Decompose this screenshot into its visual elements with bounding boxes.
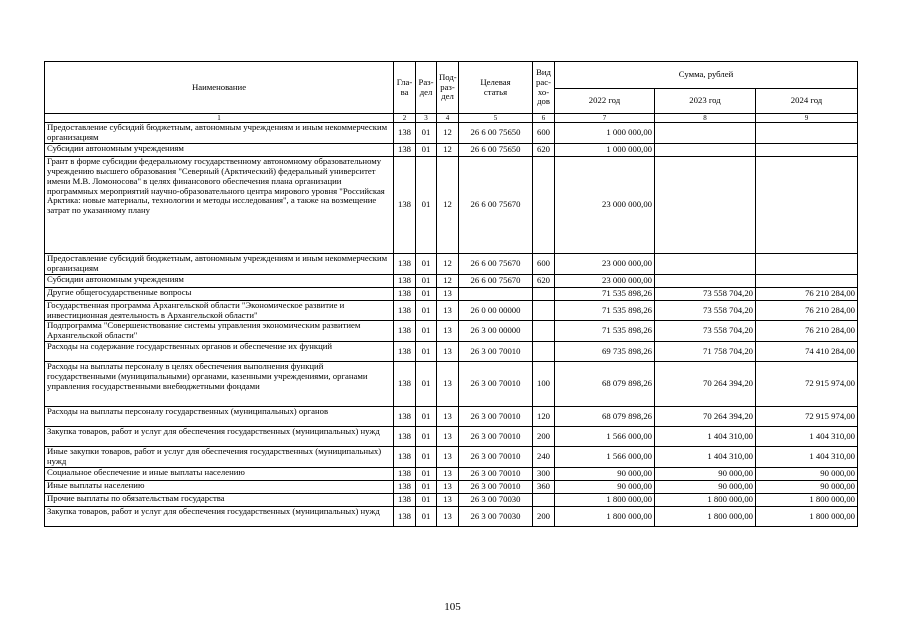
cell-sum-2023: 73 558 704,20 [655, 300, 756, 321]
table-header [45, 62, 858, 123]
cell-vid: 200 [533, 427, 555, 447]
row-name: Субсидии автономным учреждениям [45, 143, 394, 156]
row-name: Закупка товаров, работ и услуг для обеспечения государственных (муниципальных) нужд [45, 427, 394, 447]
cell-sum-2024 [756, 123, 858, 144]
table-row [45, 447, 858, 468]
cell-podrazdel: 13 [437, 300, 459, 321]
table-row [45, 342, 858, 362]
cell-glava: 138 [394, 481, 416, 494]
cell-sum-2024: 90 000,00 [756, 468, 858, 481]
cell-target: 26 3 00 70030 [459, 507, 533, 527]
cell-glava: 138 [394, 342, 416, 362]
cell-podrazdel: 12 [437, 156, 459, 253]
table-row [45, 156, 858, 253]
cell-sum-2024: 1 404 310,00 [756, 427, 858, 447]
cell-sum-2022: 68 079 898,26 [555, 362, 655, 407]
cell-sum-2023: 1 800 000,00 [655, 507, 756, 527]
cell-sum-2023: 90 000,00 [655, 468, 756, 481]
cell-sum-2024: 72 915 974,00 [756, 407, 858, 427]
cell-vid: 200 [533, 507, 555, 527]
row-name: Субсидии автономным учреждениям [45, 274, 394, 287]
cell-podrazdel: 13 [437, 427, 459, 447]
cell-target: 26 6 00 75650 [459, 143, 533, 156]
cell-glava: 138 [394, 143, 416, 156]
cell-target: 26 3 00 00000 [459, 321, 533, 342]
cell-podrazdel: 13 [437, 321, 459, 342]
cell-razdel: 01 [416, 407, 437, 427]
cell-sum-2022: 1 566 000,00 [555, 427, 655, 447]
row-name: Социальное обеспечение и иные выплаты населению [45, 468, 394, 481]
cell-razdel: 01 [416, 123, 437, 144]
cell-podrazdel: 13 [437, 407, 459, 427]
cell-sum-2023 [655, 274, 756, 287]
cell-sum-2023: 1 404 310,00 [655, 447, 756, 468]
cell-glava: 138 [394, 407, 416, 427]
cell-razdel: 01 [416, 321, 437, 342]
cell-vid: 360 [533, 481, 555, 494]
column-number: 3 [416, 114, 437, 123]
cell-podrazdel: 13 [437, 494, 459, 507]
cell-podrazdel: 13 [437, 287, 459, 300]
column-number: 1 [45, 114, 394, 123]
row-name: Государственная программа Архангельской области "Экономическое развитие и инвестиционная деятельность в Архангельской области" [45, 300, 394, 321]
table-row [45, 300, 858, 321]
row-name: Расходы на выплаты персоналу в целях обеспечения выполнения функций государственными (муниципальными) органами, казенными учреждениями, органами управления государственными внебюджетными фондами [45, 362, 394, 407]
cell-razdel: 01 [416, 468, 437, 481]
table-body [45, 123, 858, 527]
cell-podrazdel: 13 [437, 507, 459, 527]
cell-sum-2022: 1 000 000,00 [555, 123, 655, 144]
header-year-2022: 2022 год [555, 89, 655, 114]
cell-sum-2023: 73 558 704,20 [655, 287, 756, 300]
cell-razdel: 01 [416, 253, 437, 274]
cell-vid [533, 287, 555, 300]
header-vid: Вид рас- хо- дов [533, 62, 555, 114]
row-name: Прочие выплаты по обязательствам государства [45, 494, 394, 507]
table-row [45, 494, 858, 507]
cell-vid: 120 [533, 407, 555, 427]
cell-podrazdel: 13 [437, 481, 459, 494]
cell-vid [533, 494, 555, 507]
column-number: 2 [394, 114, 416, 123]
header-glava: Гла- ва [394, 62, 416, 114]
cell-sum-2023 [655, 156, 756, 253]
cell-razdel: 01 [416, 447, 437, 468]
cell-glava: 138 [394, 468, 416, 481]
cell-sum-2024: 76 210 284,00 [756, 287, 858, 300]
cell-glava: 138 [394, 321, 416, 342]
cell-sum-2023 [655, 143, 756, 156]
cell-vid [533, 342, 555, 362]
cell-target: 26 3 00 70010 [459, 468, 533, 481]
cell-podrazdel: 13 [437, 342, 459, 362]
cell-glava: 138 [394, 494, 416, 507]
cell-vid: 620 [533, 274, 555, 287]
cell-podrazdel: 12 [437, 253, 459, 274]
cell-sum-2024 [756, 274, 858, 287]
header-year-2023: 2023 год [655, 89, 756, 114]
cell-target: 26 3 00 70010 [459, 407, 533, 427]
table-row [45, 287, 858, 300]
cell-sum-2022: 69 735 898,26 [555, 342, 655, 362]
cell-sum-2023: 71 758 704,20 [655, 342, 756, 362]
cell-vid: 240 [533, 447, 555, 468]
cell-vid [533, 300, 555, 321]
cell-glava: 138 [394, 427, 416, 447]
table-row [45, 507, 858, 527]
cell-sum-2023: 70 264 394,20 [655, 407, 756, 427]
cell-sum-2022: 90 000,00 [555, 468, 655, 481]
cell-glava: 138 [394, 300, 416, 321]
cell-glava: 138 [394, 253, 416, 274]
cell-sum-2024: 90 000,00 [756, 481, 858, 494]
column-number-row [45, 114, 858, 123]
cell-sum-2024: 1 800 000,00 [756, 507, 858, 527]
cell-sum-2023 [655, 253, 756, 274]
cell-sum-2023: 1 800 000,00 [655, 494, 756, 507]
row-name: Подпрограмма "Совершенствование системы управления экономическим развитием Архангельской области" [45, 321, 394, 342]
cell-razdel: 01 [416, 494, 437, 507]
cell-sum-2022: 1 800 000,00 [555, 507, 655, 527]
cell-vid: 300 [533, 468, 555, 481]
cell-target: 26 6 00 75670 [459, 156, 533, 253]
cell-target: 26 3 00 70010 [459, 342, 533, 362]
cell-target: 26 6 00 75650 [459, 123, 533, 144]
budget-table [44, 61, 858, 527]
cell-sum-2024 [756, 253, 858, 274]
cell-podrazdel: 12 [437, 123, 459, 144]
cell-sum-2023: 73 558 704,20 [655, 321, 756, 342]
cell-sum-2024: 72 915 974,00 [756, 362, 858, 407]
row-name: Грант в форме субсидии федеральному государственному автономному образовательному учреждению высшего образования "Северный (Арктический) федеральный университет имени М.В. Ломоносова" в целях финансового обеспечения плана организации программных мероприятий научно-образовательного центра мирового уровня "Российская Арктика: новые материалы, технологии и методы исследования", а также на возмещение затрат по указанному плану [45, 156, 394, 253]
cell-glava: 138 [394, 507, 416, 527]
cell-sum-2024: 74 410 284,00 [756, 342, 858, 362]
table-row [45, 427, 858, 447]
cell-sum-2024: 76 210 284,00 [756, 321, 858, 342]
cell-sum-2022: 90 000,00 [555, 481, 655, 494]
table-row [45, 468, 858, 481]
cell-vid: 620 [533, 143, 555, 156]
cell-razdel: 01 [416, 427, 437, 447]
cell-podrazdel: 12 [437, 143, 459, 156]
column-number: 9 [756, 114, 858, 123]
row-name: Расходы на содержание государственных органов и обеспечение их функций [45, 342, 394, 362]
cell-target: 26 3 00 70010 [459, 481, 533, 494]
cell-razdel: 01 [416, 362, 437, 407]
header-razdel: Раз- дел [416, 62, 437, 114]
cell-vid [533, 156, 555, 253]
cell-razdel: 01 [416, 481, 437, 494]
cell-target: 26 3 00 70010 [459, 362, 533, 407]
cell-target: 26 3 00 70030 [459, 494, 533, 507]
cell-vid: 600 [533, 123, 555, 144]
row-name: Иные выплаты населению [45, 481, 394, 494]
cell-sum-2023: 1 404 310,00 [655, 427, 756, 447]
cell-vid [533, 321, 555, 342]
cell-podrazdel: 13 [437, 447, 459, 468]
row-name: Предоставление субсидий бюджетным, автономным учреждениям и иным некоммерческим организациям [45, 253, 394, 274]
header-sum: Сумма, рублей [555, 62, 858, 89]
row-name: Иные закупки товаров, работ и услуг для обеспечения государственных (муниципальных) нужд [45, 447, 394, 468]
cell-podrazdel: 13 [437, 362, 459, 407]
cell-glava: 138 [394, 447, 416, 468]
row-name: Расходы на выплаты персоналу государственных (муниципальных) органов [45, 407, 394, 427]
column-number: 6 [533, 114, 555, 123]
header-name: Наименование [45, 62, 394, 114]
header-year-2024: 2024 год [756, 89, 858, 114]
cell-razdel: 01 [416, 287, 437, 300]
cell-glava: 138 [394, 274, 416, 287]
table-row [45, 143, 858, 156]
cell-sum-2022: 71 535 898,26 [555, 300, 655, 321]
cell-podrazdel: 13 [437, 468, 459, 481]
cell-sum-2022: 23 000 000,00 [555, 274, 655, 287]
cell-vid: 600 [533, 253, 555, 274]
cell-razdel: 01 [416, 342, 437, 362]
column-number: 4 [437, 114, 459, 123]
column-number: 5 [459, 114, 533, 123]
cell-sum-2022: 1 566 000,00 [555, 447, 655, 468]
cell-vid: 100 [533, 362, 555, 407]
row-name: Закупка товаров, работ и услуг для обеспечения государственных (муниципальных) нужд [45, 507, 394, 527]
cell-sum-2022: 23 000 000,00 [555, 253, 655, 274]
cell-podrazdel: 12 [437, 274, 459, 287]
cell-sum-2023 [655, 123, 756, 144]
cell-razdel: 01 [416, 300, 437, 321]
table-row [45, 362, 858, 407]
cell-glava: 138 [394, 123, 416, 144]
cell-glava: 138 [394, 362, 416, 407]
table-row [45, 321, 858, 342]
cell-target: 26 3 00 70010 [459, 427, 533, 447]
cell-target [459, 287, 533, 300]
cell-sum-2022: 71 535 898,26 [555, 321, 655, 342]
page-number: 105 [444, 601, 461, 613]
column-number: 7 [555, 114, 655, 123]
cell-sum-2024: 76 210 284,00 [756, 300, 858, 321]
cell-glava: 138 [394, 287, 416, 300]
cell-razdel: 01 [416, 274, 437, 287]
table-row [45, 123, 858, 144]
cell-razdel: 01 [416, 156, 437, 253]
row-name: Предоставление субсидий бюджетным, автономным учреждениям и иным некоммерческим организациям [45, 123, 394, 144]
cell-glava: 138 [394, 156, 416, 253]
cell-target: 26 3 00 70010 [459, 447, 533, 468]
cell-sum-2024 [756, 143, 858, 156]
row-name: Другие общегосударственные вопросы [45, 287, 394, 300]
cell-razdel: 01 [416, 507, 437, 527]
column-number: 8 [655, 114, 756, 123]
cell-target: 26 6 00 75670 [459, 253, 533, 274]
cell-target: 26 6 00 75670 [459, 274, 533, 287]
table-row [45, 407, 858, 427]
cell-sum-2022: 1 000 000,00 [555, 143, 655, 156]
header-podrazdel: Под- раз- дел [437, 62, 459, 114]
cell-target: 26 0 00 00000 [459, 300, 533, 321]
cell-sum-2023: 70 264 394,20 [655, 362, 756, 407]
table-row [45, 481, 858, 494]
cell-sum-2022: 71 535 898,26 [555, 287, 655, 300]
header-target: Целевая статья [459, 62, 533, 114]
cell-sum-2022: 1 800 000,00 [555, 494, 655, 507]
cell-sum-2024: 1 800 000,00 [756, 494, 858, 507]
cell-sum-2022: 23 000 000,00 [555, 156, 655, 253]
table-row [45, 274, 858, 287]
table-row [45, 253, 858, 274]
cell-sum-2023: 90 000,00 [655, 481, 756, 494]
cell-sum-2024 [756, 156, 858, 253]
cell-sum-2022: 68 079 898,26 [555, 407, 655, 427]
cell-sum-2024: 1 404 310,00 [756, 447, 858, 468]
cell-razdel: 01 [416, 143, 437, 156]
